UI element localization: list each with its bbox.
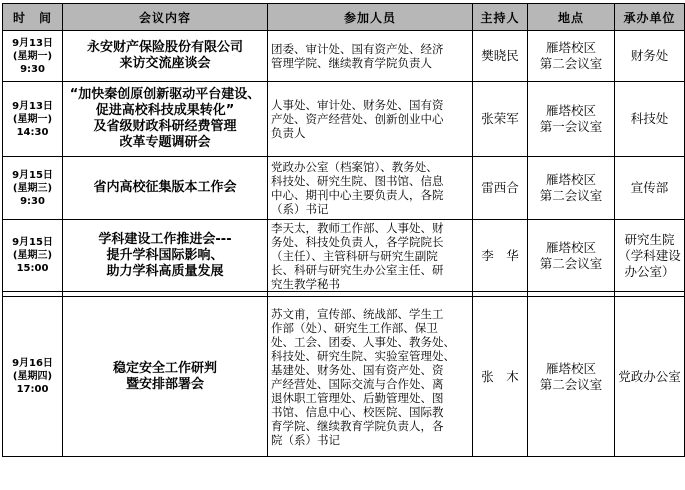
attendees-cell-line: 长、科研与研究生办公室主任、研	[271, 262, 444, 277]
attendees-cell-line: 团委、审计处、国有资产处、经济	[271, 42, 444, 56]
attendees-cell-line: 作部（处）、研究生工作部、保卫	[271, 320, 438, 335]
organizer-cell-line: 研究生院	[624, 231, 675, 247]
meeting-content-cell-line: 及省级财政科研经费管理	[93, 119, 237, 134]
time-cell	[3, 31, 63, 82]
schedule-body	[3, 31, 685, 457]
organizer-cell-line: 财务处	[630, 48, 669, 63]
attendees-cell-line: 科技处、研究生院、实验室管理处、	[271, 348, 455, 363]
time-cell-line: 15:00	[16, 263, 49, 274]
location-cell-line: 第二会议室	[539, 255, 603, 271]
host-cell: 张 木	[473, 297, 528, 457]
organizer-cell-line: 宣传部	[630, 180, 669, 195]
time-cell	[3, 82, 63, 157]
attendees-cell	[268, 31, 473, 82]
organizer-cell-line: （学科建设	[618, 247, 681, 263]
attendees-cell-line: 育学院、继续教育学院负责人，各	[271, 418, 444, 433]
attendees-cell-line: 究生教学秘书	[271, 276, 340, 291]
attendees-cell-line: 书馆、信息中心、校医院、国际教	[271, 404, 444, 419]
attendees-cell-line: 产经营处、国际交流与合作处、离	[271, 376, 444, 391]
attendees-cell-line: 党政办公室（档案馆）、教务处、	[271, 160, 438, 174]
organizer-cell	[615, 220, 685, 292]
location-cell	[528, 220, 615, 292]
location-cell-line: 第二会议室	[539, 376, 603, 392]
organizer-cell	[615, 82, 685, 157]
meeting-content-cell	[63, 82, 268, 157]
header-organizer: 承办单位	[615, 4, 685, 31]
time-cell-line: (星期三)	[12, 250, 53, 261]
organizer-cell-line: 科技处	[630, 111, 669, 126]
header-content: 会议内容	[63, 4, 268, 31]
meeting-content-cell-line: 提升学科国际影响、	[106, 247, 224, 263]
time-cell	[3, 157, 63, 220]
host-cell: 雷西合	[473, 157, 528, 220]
meeting-content-cell-line: 助力学科高质量发展	[106, 263, 224, 279]
header-row	[3, 4, 685, 31]
attendees-cell	[268, 220, 473, 292]
time-cell-line: 9月13日	[12, 37, 53, 49]
location-cell-line: 雁塔校区	[545, 103, 596, 118]
meeting-content-cell-line: 暨安排部署会	[125, 376, 204, 392]
location-cell	[528, 297, 615, 457]
attendees-cell-line: 产处、资产经营处、创新创业中心	[271, 112, 444, 126]
table-row	[3, 157, 685, 220]
location-cell-line: 第二会议室	[539, 188, 603, 203]
location-cell-line: 第一会议室	[539, 119, 603, 134]
time-cell-line: 9月16日	[12, 358, 53, 369]
meeting-content-cell	[63, 297, 268, 457]
time-cell-line: (星期三)	[12, 182, 53, 194]
attendees-cell-line: 苏文甫，宣传部、统战部、学生工	[271, 306, 444, 321]
meeting-content-cell-line: 促进高校科技成果转化”	[95, 103, 235, 118]
table-row	[3, 297, 685, 457]
attendees-cell-line: 基建处、财务处、国有资产处、资	[271, 362, 444, 377]
meeting-content-cell	[63, 157, 268, 220]
location-cell	[528, 82, 615, 157]
organizer-cell	[615, 297, 685, 457]
location-cell-line: 雁塔校区	[545, 360, 596, 376]
attendees-cell	[268, 82, 473, 157]
meeting-content-cell	[63, 31, 268, 82]
time-cell-line: 9:30	[20, 195, 45, 207]
attendees-cell-line: 院（系）书记	[271, 432, 340, 447]
header-location: 地点	[528, 4, 615, 31]
attendees-cell-line: 中心、期刊中心主要负责人，各院	[271, 188, 444, 202]
location-cell	[528, 157, 615, 220]
attendees-cell-line: 管理学院、继续教育学院负责人	[271, 56, 432, 70]
host-cell: 张荣军	[473, 82, 528, 157]
meeting-content-cell-line: “加快秦创原创新驱动平台建设、	[69, 87, 261, 102]
organizer-cell	[615, 31, 685, 82]
meeting-content-cell-line: 省内高校征集版本工作会	[93, 180, 237, 195]
schedule-table	[2, 3, 685, 457]
location-cell-line: 雁塔校区	[545, 40, 596, 55]
time-cell-line: (星期一)	[12, 50, 53, 62]
organizer-cell-line: 办公室）	[624, 263, 675, 279]
attendees-cell-line: 务处、科技处负责人，各学院院长	[271, 234, 444, 249]
meeting-content-cell-line: 稳定安全工作研判	[112, 360, 217, 376]
time-cell	[3, 297, 63, 457]
attendees-cell	[268, 297, 473, 457]
time-cell-line: 9月13日	[12, 100, 53, 112]
organizer-cell	[615, 157, 685, 220]
header-host: 主持人	[473, 4, 528, 31]
attendees-cell-line: 负责人	[271, 126, 306, 140]
attendees-cell-line: 科技处、研究生院、图书馆、信息	[271, 174, 444, 188]
time-cell-line: 9月15日	[12, 169, 53, 181]
meeting-content-cell	[63, 220, 268, 292]
time-cell-line: (星期四)	[12, 371, 53, 382]
location-cell-line: 第二会议室	[539, 56, 603, 71]
host-cell: 樊晓民	[473, 31, 528, 82]
table-row	[3, 220, 685, 292]
time-cell	[3, 220, 63, 292]
time-cell-line: 14:30	[16, 126, 49, 138]
attendees-cell-line: 李天太，教师工作部、人事处、财	[271, 220, 444, 235]
meeting-content-cell-line: 改革专题调研会	[119, 135, 211, 150]
location-cell-line: 雁塔校区	[545, 172, 596, 187]
time-cell-line: 9月15日	[12, 237, 53, 248]
meeting-content-cell-line: 来访交流座谈会	[119, 56, 211, 71]
organizer-cell-line: 党政办公室	[618, 368, 681, 384]
time-cell-line: (星期一)	[12, 113, 53, 125]
time-cell-line: 17:00	[16, 384, 49, 395]
location-cell-line: 雁塔校区	[545, 239, 596, 255]
header-time: 时 间	[3, 4, 63, 31]
host-cell: 李 华	[473, 220, 528, 292]
meeting-content-cell-line: 学科建设工作推进会---	[98, 231, 232, 247]
location-cell	[528, 31, 615, 82]
attendees-cell-line: 人事处、审计处、财务处、国有资	[271, 98, 444, 112]
attendees-cell-line: 退休职工管理处、后勤管理处、图	[271, 390, 444, 405]
time-cell-line: 9:30	[20, 63, 45, 75]
attendees-cell-line: （系）书记	[271, 202, 329, 216]
table-row	[3, 31, 685, 82]
attendees-cell-line: （主任）、主管科研与研究生副院	[271, 248, 438, 263]
meeting-content-cell-line: 永安财产保险股份有限公司	[86, 40, 243, 55]
header-attendees: 参加人员	[268, 4, 473, 31]
table-row	[3, 82, 685, 157]
attendees-cell	[268, 157, 473, 220]
attendees-cell-line: 处、工会、团委、人事处、教务处、	[271, 334, 455, 349]
